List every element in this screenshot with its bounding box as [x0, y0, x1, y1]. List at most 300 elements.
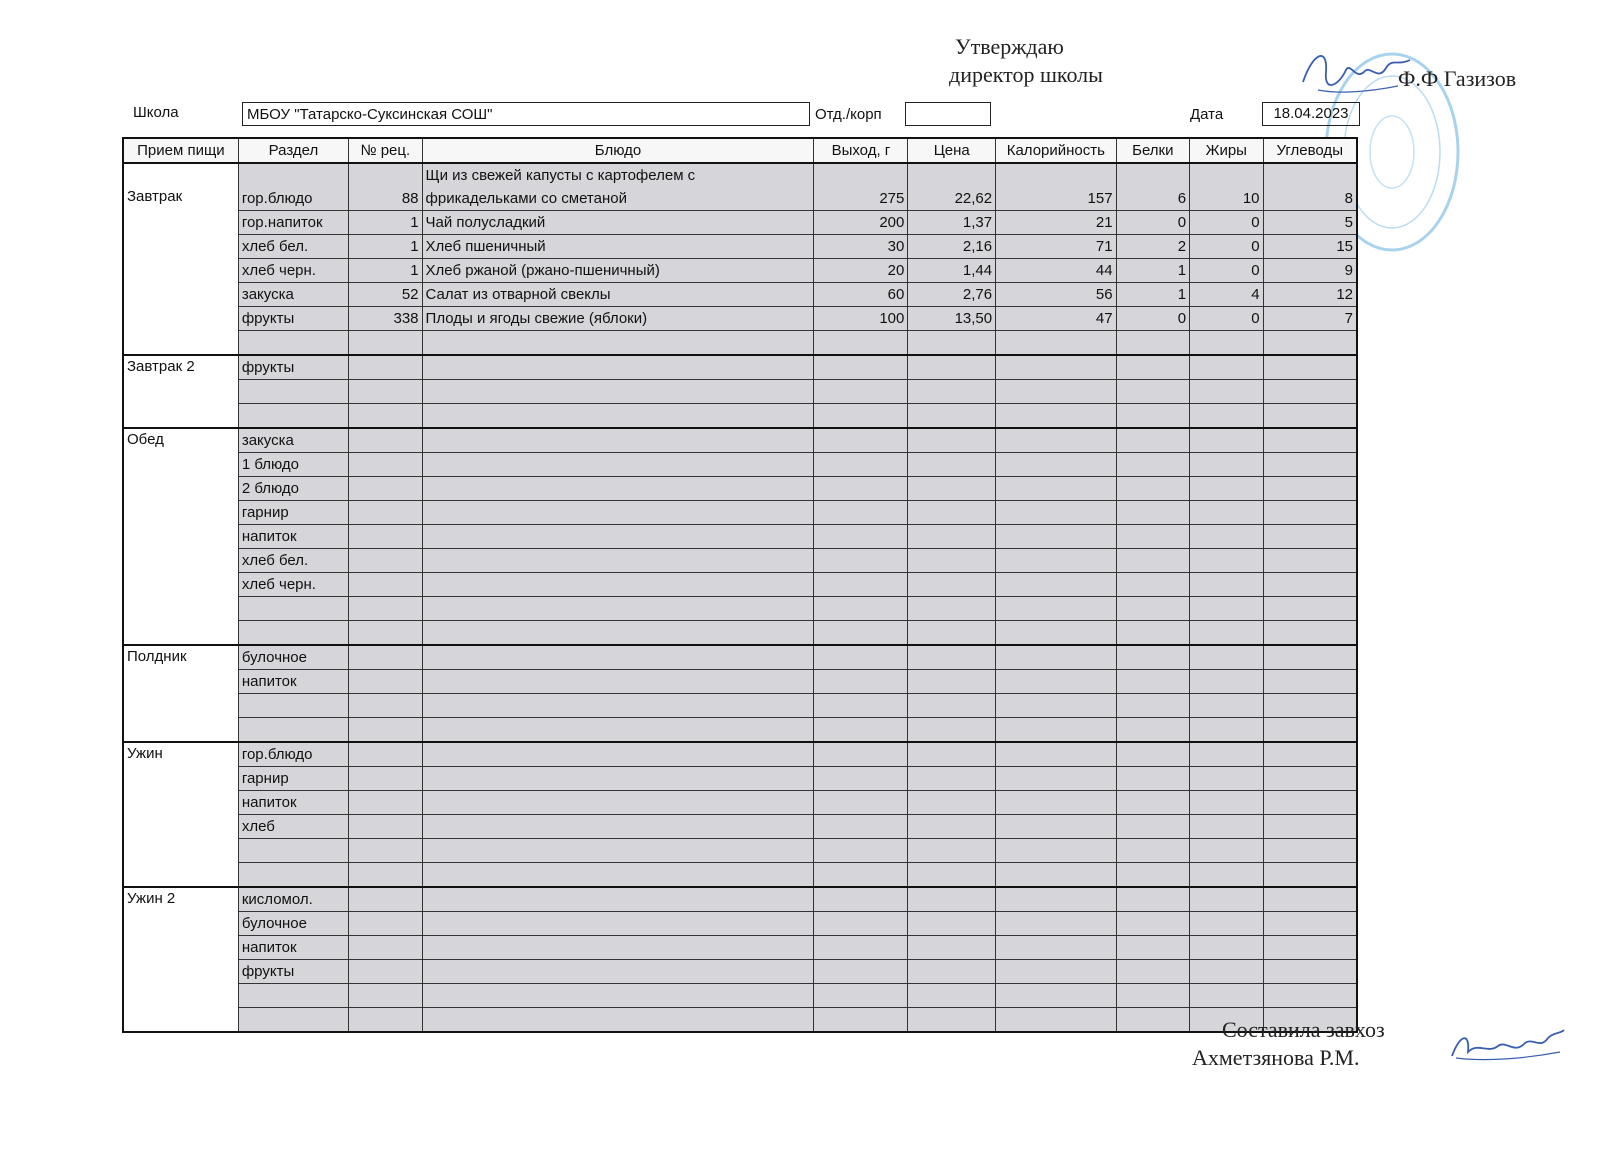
protein-cell: [1116, 404, 1189, 429]
kcal-cell: [996, 984, 1116, 1008]
recipe-cell: [349, 984, 422, 1008]
supply-manager-signature: [1448, 1028, 1568, 1064]
recipe-cell: 338: [349, 307, 422, 331]
table-row: [123, 235, 1357, 259]
kcal-cell: [996, 331, 1116, 356]
yield-cell: [814, 815, 908, 839]
yield-cell: [814, 453, 908, 477]
recipe-cell: [349, 549, 422, 573]
carbs-cell: [1263, 670, 1357, 694]
table-row: [123, 863, 1357, 888]
protein-cell: [1116, 549, 1189, 573]
table-row: [123, 936, 1357, 960]
protein-cell: [1116, 718, 1189, 743]
dish-cell: [422, 525, 814, 549]
carbs-cell: [1263, 621, 1357, 646]
recipe-cell: [349, 645, 422, 670]
yield-cell: [814, 597, 908, 621]
dish-cell: Салат из отварной свеклы: [422, 283, 814, 307]
recipe-cell: [349, 887, 422, 912]
fat-cell: [1190, 525, 1263, 549]
protein-cell: [1116, 428, 1189, 453]
yield-cell: 100: [814, 307, 908, 331]
recipe-cell: [349, 477, 422, 501]
dish-cell: [422, 597, 814, 621]
carbs-cell: [1263, 718, 1357, 743]
price-cell: [908, 525, 996, 549]
dish-cell: [422, 718, 814, 743]
carbs-cell: [1263, 380, 1357, 404]
kcal-cell: [996, 501, 1116, 525]
yield-cell: [814, 1008, 908, 1033]
director-name: Ф.Ф Газизов: [1398, 66, 1517, 91]
protein-cell: [1116, 525, 1189, 549]
table-row: [123, 694, 1357, 718]
table-row: [123, 742, 1357, 767]
protein-cell: [1116, 477, 1189, 501]
recipe-cell: 1: [349, 259, 422, 283]
table-row: [123, 307, 1357, 331]
kcal-cell: [996, 549, 1116, 573]
recipe-cell: [349, 380, 422, 404]
carbs-cell: [1263, 863, 1357, 888]
fat-cell: [1190, 621, 1263, 646]
price-cell: 22,62: [908, 163, 996, 211]
col-header-section: Раздел: [238, 138, 348, 163]
section-cell: гор.блюдо: [238, 163, 348, 211]
protein-cell: [1116, 791, 1189, 815]
menu-table: [122, 137, 1358, 1033]
section-cell: гор.напиток: [238, 211, 348, 235]
dish-cell: [422, 477, 814, 501]
protein-cell: [1116, 380, 1189, 404]
dept-label: Отд./корп: [815, 106, 882, 123]
table-row: [123, 259, 1357, 283]
section-cell: [238, 404, 348, 429]
recipe-cell: [349, 791, 422, 815]
price-cell: [908, 767, 996, 791]
fat-cell: [1190, 477, 1263, 501]
section-cell: хлеб бел.: [238, 235, 348, 259]
carbs-cell: [1263, 887, 1357, 912]
kcal-cell: 21: [996, 211, 1116, 235]
price-cell: [908, 621, 996, 646]
carbs-cell: [1263, 791, 1357, 815]
section-cell: хлеб: [238, 815, 348, 839]
table-row: [123, 839, 1357, 863]
protein-cell: [1116, 912, 1189, 936]
protein-cell: [1116, 597, 1189, 621]
kcal-cell: 44: [996, 259, 1116, 283]
protein-cell: 6: [1116, 163, 1189, 211]
carbs-cell: [1263, 404, 1357, 429]
price-cell: [908, 645, 996, 670]
kcal-cell: [996, 428, 1116, 453]
protein-cell: 1: [1116, 283, 1189, 307]
table-row: [123, 453, 1357, 477]
carbs-cell: [1263, 912, 1357, 936]
price-cell: 1,37: [908, 211, 996, 235]
carbs-cell: [1263, 694, 1357, 718]
kcal-cell: [996, 912, 1116, 936]
dish-cell: [422, 791, 814, 815]
table-row: [123, 211, 1357, 235]
recipe-cell: [349, 718, 422, 743]
carbs-cell: [1263, 742, 1357, 767]
table-row: [123, 621, 1357, 646]
kcal-cell: [996, 597, 1116, 621]
section-cell: напиток: [238, 791, 348, 815]
price-cell: [908, 477, 996, 501]
yield-cell: [814, 380, 908, 404]
section-cell: гарнир: [238, 767, 348, 791]
price-cell: 2,16: [908, 235, 996, 259]
recipe-cell: [349, 404, 422, 429]
table-row: [123, 380, 1357, 404]
section-cell: [238, 621, 348, 646]
dish-cell: [422, 549, 814, 573]
table-row: [123, 573, 1357, 597]
kcal-cell: [996, 887, 1116, 912]
section-cell: [238, 331, 348, 356]
dish-cell: [422, 380, 814, 404]
price-cell: [908, 1008, 996, 1033]
yield-cell: 60: [814, 283, 908, 307]
recipe-cell: 88: [349, 163, 422, 211]
fat-cell: [1190, 887, 1263, 912]
fat-cell: [1190, 428, 1263, 453]
fat-cell: [1190, 960, 1263, 984]
table-row: [123, 163, 1357, 211]
recipe-cell: [349, 912, 422, 936]
price-cell: [908, 815, 996, 839]
protein-cell: [1116, 670, 1189, 694]
yield-cell: [814, 670, 908, 694]
yield-cell: [814, 549, 908, 573]
section-cell: [238, 694, 348, 718]
protein-cell: [1116, 1008, 1189, 1033]
kcal-cell: [996, 767, 1116, 791]
table-row: [123, 525, 1357, 549]
price-cell: [908, 694, 996, 718]
fat-cell: [1190, 791, 1263, 815]
carbs-cell: [1263, 477, 1357, 501]
table-row: [123, 912, 1357, 936]
price-cell: 2,76: [908, 283, 996, 307]
yield-cell: [814, 404, 908, 429]
carbs-cell: [1263, 645, 1357, 670]
price-cell: 13,50: [908, 307, 996, 331]
price-cell: [908, 380, 996, 404]
yield-cell: [814, 355, 908, 380]
section-cell: фрукты: [238, 355, 348, 380]
recipe-cell: [349, 863, 422, 888]
fat-cell: [1190, 501, 1263, 525]
table-row: [123, 404, 1357, 429]
price-cell: [908, 453, 996, 477]
yield-cell: [814, 477, 908, 501]
section-cell: [238, 1008, 348, 1033]
carbs-cell: [1263, 597, 1357, 621]
kcal-cell: [996, 645, 1116, 670]
recipe-cell: [349, 621, 422, 646]
section-cell: 1 блюдо: [238, 453, 348, 477]
yield-cell: [814, 960, 908, 984]
kcal-cell: 56: [996, 283, 1116, 307]
recipe-cell: 52: [349, 283, 422, 307]
school-name-field: МБОУ "Татарско-Суксинская СОШ": [242, 102, 810, 126]
fat-cell: [1190, 767, 1263, 791]
col-header-protein: Белки: [1116, 138, 1189, 163]
section-cell: гарнир: [238, 501, 348, 525]
table-row: [123, 355, 1357, 380]
dish-cell: [422, 670, 814, 694]
section-cell: хлеб черн.: [238, 259, 348, 283]
fat-cell: [1190, 718, 1263, 743]
table-row: [123, 670, 1357, 694]
kcal-cell: 47: [996, 307, 1116, 331]
fat-cell: [1190, 331, 1263, 356]
carbs-cell: 8: [1263, 163, 1357, 211]
recipe-cell: [349, 597, 422, 621]
price-cell: [908, 863, 996, 888]
yield-cell: 30: [814, 235, 908, 259]
kcal-cell: 157: [996, 163, 1116, 211]
table-row: [123, 960, 1357, 984]
recipe-cell: [349, 428, 422, 453]
section-cell: напиток: [238, 936, 348, 960]
table-row: [123, 283, 1357, 307]
table-row: [123, 501, 1357, 525]
section-cell: закуска: [238, 428, 348, 453]
fat-cell: [1190, 815, 1263, 839]
dish-cell: [422, 404, 814, 429]
table-row: [123, 887, 1357, 912]
price-cell: [908, 670, 996, 694]
kcal-cell: [996, 815, 1116, 839]
protein-cell: [1116, 573, 1189, 597]
table-row: [123, 1008, 1357, 1033]
table-row: [123, 477, 1357, 501]
protein-cell: [1116, 742, 1189, 767]
recipe-cell: [349, 815, 422, 839]
protein-cell: [1116, 936, 1189, 960]
yield-cell: 275: [814, 163, 908, 211]
yield-cell: [814, 331, 908, 356]
yield-cell: [814, 839, 908, 863]
protein-cell: [1116, 815, 1189, 839]
kcal-cell: [996, 960, 1116, 984]
yield-cell: [814, 912, 908, 936]
protein-cell: [1116, 694, 1189, 718]
recipe-cell: [349, 960, 422, 984]
protein-cell: [1116, 501, 1189, 525]
fat-cell: [1190, 573, 1263, 597]
section-cell: [238, 718, 348, 743]
protein-cell: [1116, 863, 1189, 888]
price-cell: [908, 912, 996, 936]
recipe-cell: [349, 839, 422, 863]
approval-block: [949, 33, 1103, 89]
kcal-cell: [996, 936, 1116, 960]
section-cell: [238, 984, 348, 1008]
carbs-cell: [1263, 573, 1357, 597]
dish-cell: [422, 960, 814, 984]
fat-cell: 0: [1190, 235, 1263, 259]
fat-cell: 0: [1190, 307, 1263, 331]
protein-cell: [1116, 645, 1189, 670]
yield-cell: [814, 791, 908, 815]
table-row: [123, 718, 1357, 743]
price-cell: [908, 501, 996, 525]
footer-block: [1192, 1016, 1385, 1072]
dish-cell: [422, 694, 814, 718]
fat-cell: 0: [1190, 211, 1263, 235]
kcal-cell: [996, 453, 1116, 477]
dish-cell: [422, 815, 814, 839]
dish-cell: [422, 863, 814, 888]
fat-cell: [1190, 404, 1263, 429]
section-cell: [238, 597, 348, 621]
dish-cell: [422, 355, 814, 380]
dish-cell: Щи из свежей капусты с картофелем с фрикадельками со сметаной: [422, 163, 814, 211]
col-header-fat: Жиры: [1190, 138, 1263, 163]
recipe-cell: [349, 525, 422, 549]
table-header-row: [123, 138, 1357, 163]
fat-cell: 10: [1190, 163, 1263, 211]
carbs-cell: [1263, 453, 1357, 477]
kcal-cell: [996, 573, 1116, 597]
footer-line2: Ахметзянова Р.М.: [1192, 1045, 1360, 1070]
approval-line1: Утверждаю: [955, 34, 1064, 59]
yield-cell: 200: [814, 211, 908, 235]
carbs-cell: [1263, 960, 1357, 984]
kcal-cell: [996, 477, 1116, 501]
kcal-cell: [996, 1008, 1116, 1033]
yield-cell: [814, 501, 908, 525]
section-cell: булочное: [238, 912, 348, 936]
school-label: Школа: [133, 104, 179, 121]
fat-cell: [1190, 912, 1263, 936]
dish-cell: Хлеб ржаной (ржано-пшеничный): [422, 259, 814, 283]
protein-cell: [1116, 767, 1189, 791]
col-header-meal: Прием пищи: [123, 138, 238, 163]
recipe-cell: [349, 501, 422, 525]
recipe-cell: [349, 453, 422, 477]
carbs-cell: [1263, 501, 1357, 525]
table-row: [123, 597, 1357, 621]
protein-cell: 0: [1116, 211, 1189, 235]
fat-cell: [1190, 549, 1263, 573]
meal-cell: Завтрак: [123, 163, 238, 355]
table-row: [123, 331, 1357, 356]
recipe-cell: [349, 573, 422, 597]
protein-cell: [1116, 331, 1189, 356]
table-row: [123, 815, 1357, 839]
section-cell: 2 блюдо: [238, 477, 348, 501]
kcal-cell: [996, 670, 1116, 694]
carbs-cell: [1263, 525, 1357, 549]
fat-cell: [1190, 597, 1263, 621]
dish-cell: [422, 839, 814, 863]
kcal-cell: [996, 404, 1116, 429]
yield-cell: [814, 718, 908, 743]
recipe-cell: [349, 936, 422, 960]
section-cell: закуска: [238, 283, 348, 307]
dept-field: [905, 102, 991, 126]
recipe-cell: [349, 742, 422, 767]
dish-cell: [422, 645, 814, 670]
carbs-cell: 5: [1263, 211, 1357, 235]
kcal-cell: [996, 863, 1116, 888]
col-header-carbs: Углеводы: [1263, 138, 1357, 163]
carbs-cell: [1263, 839, 1357, 863]
price-cell: [908, 984, 996, 1008]
dish-cell: [422, 453, 814, 477]
section-cell: [238, 839, 348, 863]
section-cell: напиток: [238, 670, 348, 694]
fat-cell: 4: [1190, 283, 1263, 307]
price-cell: [908, 718, 996, 743]
section-cell: напиток: [238, 525, 348, 549]
recipe-cell: [349, 331, 422, 356]
col-header-dish: Блюдо: [422, 138, 814, 163]
fat-cell: 0: [1190, 259, 1263, 283]
dish-cell: [422, 428, 814, 453]
price-cell: [908, 887, 996, 912]
carbs-cell: [1263, 936, 1357, 960]
section-cell: булочное: [238, 645, 348, 670]
kcal-cell: [996, 839, 1116, 863]
price-cell: [908, 936, 996, 960]
price-cell: [908, 791, 996, 815]
col-header-yield: Выход, г: [814, 138, 908, 163]
kcal-cell: [996, 791, 1116, 815]
price-cell: [908, 331, 996, 356]
dish-cell: [422, 621, 814, 646]
yield-cell: [814, 984, 908, 1008]
dish-cell: [422, 573, 814, 597]
dish-cell: [422, 767, 814, 791]
meal-cell: Ужин 2: [123, 887, 238, 1032]
yield-cell: [814, 645, 908, 670]
carbs-cell: [1263, 767, 1357, 791]
yield-cell: [814, 767, 908, 791]
table-row: [123, 984, 1357, 1008]
yield-cell: 20: [814, 259, 908, 283]
meal-cell: Завтрак 2: [123, 355, 238, 428]
protein-cell: [1116, 960, 1189, 984]
price-cell: [908, 428, 996, 453]
meal-cell: Ужин: [123, 742, 238, 887]
dish-cell: [422, 887, 814, 912]
protein-cell: [1116, 839, 1189, 863]
recipe-cell: [349, 694, 422, 718]
yield-cell: [814, 887, 908, 912]
protein-cell: 1: [1116, 259, 1189, 283]
section-cell: гор.блюдо: [238, 742, 348, 767]
fat-cell: [1190, 355, 1263, 380]
dish-cell: Хлеб пшеничный: [422, 235, 814, 259]
dish-cell: [422, 912, 814, 936]
col-header-kcal: Калорийность: [996, 138, 1116, 163]
section-cell: хлеб черн.: [238, 573, 348, 597]
yield-cell: [814, 573, 908, 597]
price-cell: [908, 839, 996, 863]
carbs-cell: 9: [1263, 259, 1357, 283]
carbs-cell: 15: [1263, 235, 1357, 259]
fat-cell: [1190, 380, 1263, 404]
